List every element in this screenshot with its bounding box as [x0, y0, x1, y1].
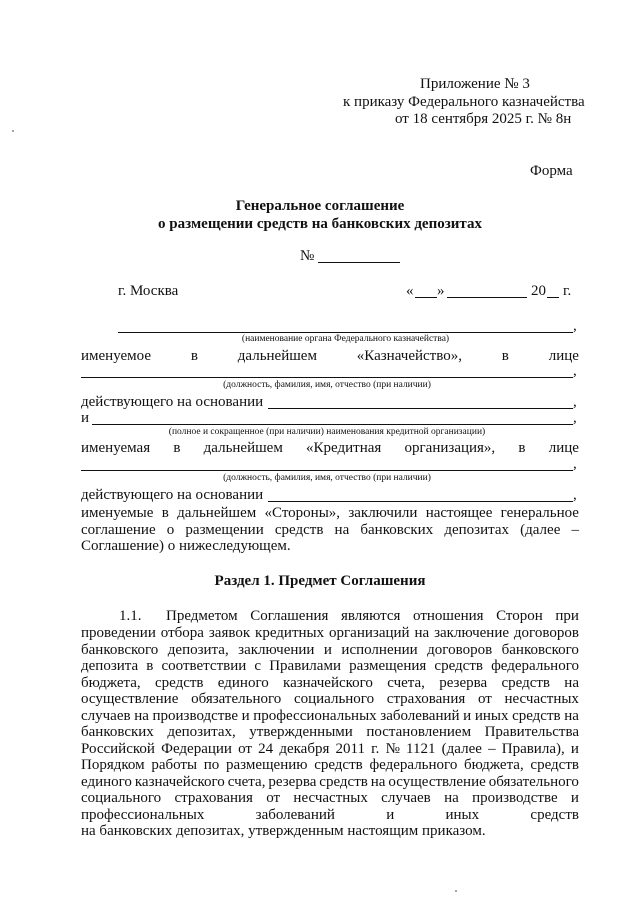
- clause-line: проведении отбора заявок кредитных организаций на заключение договоров: [81, 625, 579, 641]
- caption-position-1: (должность, фамилия, имя, отчество (при наличии): [223, 380, 431, 390]
- day-field[interactable]: [415, 297, 437, 298]
- clause-line: банковского депозита, заключении и исполнении договоров банковского: [81, 641, 579, 658]
- word: дальнейшем: [203, 440, 283, 456]
- acting-basis-1: действующего на основании: [81, 394, 264, 410]
- word: в: [190, 348, 198, 364]
- scan-speck: [12, 130, 14, 132]
- year-field[interactable]: [547, 297, 559, 298]
- year-suffix: г.: [563, 283, 572, 299]
- agreement-number-field[interactable]: [318, 262, 400, 263]
- word: организация»,: [404, 440, 496, 456]
- basis-1-field[interactable]: [268, 408, 573, 409]
- place: г. Москва: [118, 283, 179, 299]
- and-conjunction: и: [81, 410, 90, 426]
- order-reference: к приказу Федерального казначейства: [343, 94, 585, 110]
- date-close-quote: »: [437, 283, 445, 299]
- clause-line: Российской Федерации от 24 декабря 2011 г. № 1121 (далее – Правила), и: [81, 740, 579, 757]
- word: лице: [548, 440, 579, 456]
- treasury-name-field[interactable]: [118, 332, 573, 333]
- word: в: [173, 440, 181, 456]
- order-date: от 18 сентября 2025 г. № 8н: [395, 111, 572, 127]
- caption-bank: (полное и сокращенное (при наличии) наименования кредитной организации): [168, 427, 486, 437]
- treasury-official-field[interactable]: [81, 377, 573, 378]
- word: в: [501, 348, 509, 364]
- word: в: [518, 440, 526, 456]
- preamble-line: соглашение о размещении средств на банковских депозитах (далее –: [81, 521, 579, 538]
- preamble-line: Соглашение) о нижеследующем.: [81, 538, 291, 554]
- comma: ,: [573, 394, 577, 410]
- year-prefix: 20: [531, 283, 546, 299]
- comma: ,: [573, 410, 577, 426]
- word: именуемое: [81, 348, 151, 364]
- appendix-number: Приложение № 3: [420, 76, 530, 92]
- clause-line: бюджета, средств единого казначейского счета, резерва средств на: [81, 674, 579, 691]
- acting-basis-2: действующего на основании: [81, 487, 264, 503]
- clause-body: [81, 625, 579, 840]
- bank-naming-line: [81, 440, 579, 457]
- clause-line: на банковских депозитах, утвержденным настоящим приказом.: [81, 823, 486, 839]
- preamble: [81, 505, 579, 555]
- clause-first-line: Предметом Соглашения являются отношения Сторон при: [166, 608, 579, 624]
- comma: ,: [573, 318, 577, 334]
- comma: ,: [573, 363, 577, 379]
- clause-line: единого казначейского счета, резерва средств на осуществление обязательного: [81, 773, 579, 790]
- bank-official-field[interactable]: [81, 470, 573, 471]
- word: именуемая: [81, 440, 151, 456]
- bank-name-field[interactable]: [92, 424, 573, 425]
- clause-line: социального страхования от несчастных случаев на производстве и: [81, 790, 579, 806]
- clause-line: профессиональных заболеваний и иных средств: [81, 806, 579, 823]
- section-1-title: Раздел 1. Предмет Соглашения: [214, 573, 426, 589]
- comma: ,: [573, 487, 577, 503]
- treasury-naming-line: [81, 348, 579, 365]
- clause-number: 1.1.: [119, 608, 142, 624]
- month-field[interactable]: [447, 297, 527, 298]
- scan-speck: [455, 890, 457, 892]
- caption-position-2: (должность, фамилия, имя, отчество (при наличии): [223, 473, 431, 483]
- word: «Кредитная: [306, 440, 382, 456]
- date-open-quote: «: [406, 283, 414, 299]
- word: дальнейшем: [237, 348, 317, 364]
- clause-line: депозита в соответствии с Правилами размещения средств федерального: [81, 658, 579, 674]
- clause-line: Порядком работы по размещению средств федерального бюджета, средств: [81, 757, 579, 773]
- comma: ,: [573, 456, 577, 472]
- document-title: Генеральное соглашение: [235, 198, 405, 214]
- word: лице: [548, 348, 579, 364]
- word: «Казначейство»,: [356, 348, 462, 364]
- clause-line: осуществление обязательного социального страхования от несчастных: [81, 691, 579, 707]
- agreement-number-label: №: [300, 248, 315, 264]
- preamble-line: именуемые в дальнейшем «Стороны», заключили настоящее генеральное: [81, 505, 579, 521]
- form-label: Форма: [530, 163, 573, 179]
- caption-treasury: (наименование органа Федерального казначейства): [241, 334, 450, 344]
- clause-line: банковских депозитах, утвержденными постановлением Правительства: [81, 724, 579, 740]
- basis-2-field[interactable]: [268, 501, 573, 502]
- clause-line: случаев на производстве и профессиональных заболеваний и иных средств на: [81, 707, 579, 724]
- document-subtitle: о размещении средств на банковских депозитах: [158, 216, 482, 232]
